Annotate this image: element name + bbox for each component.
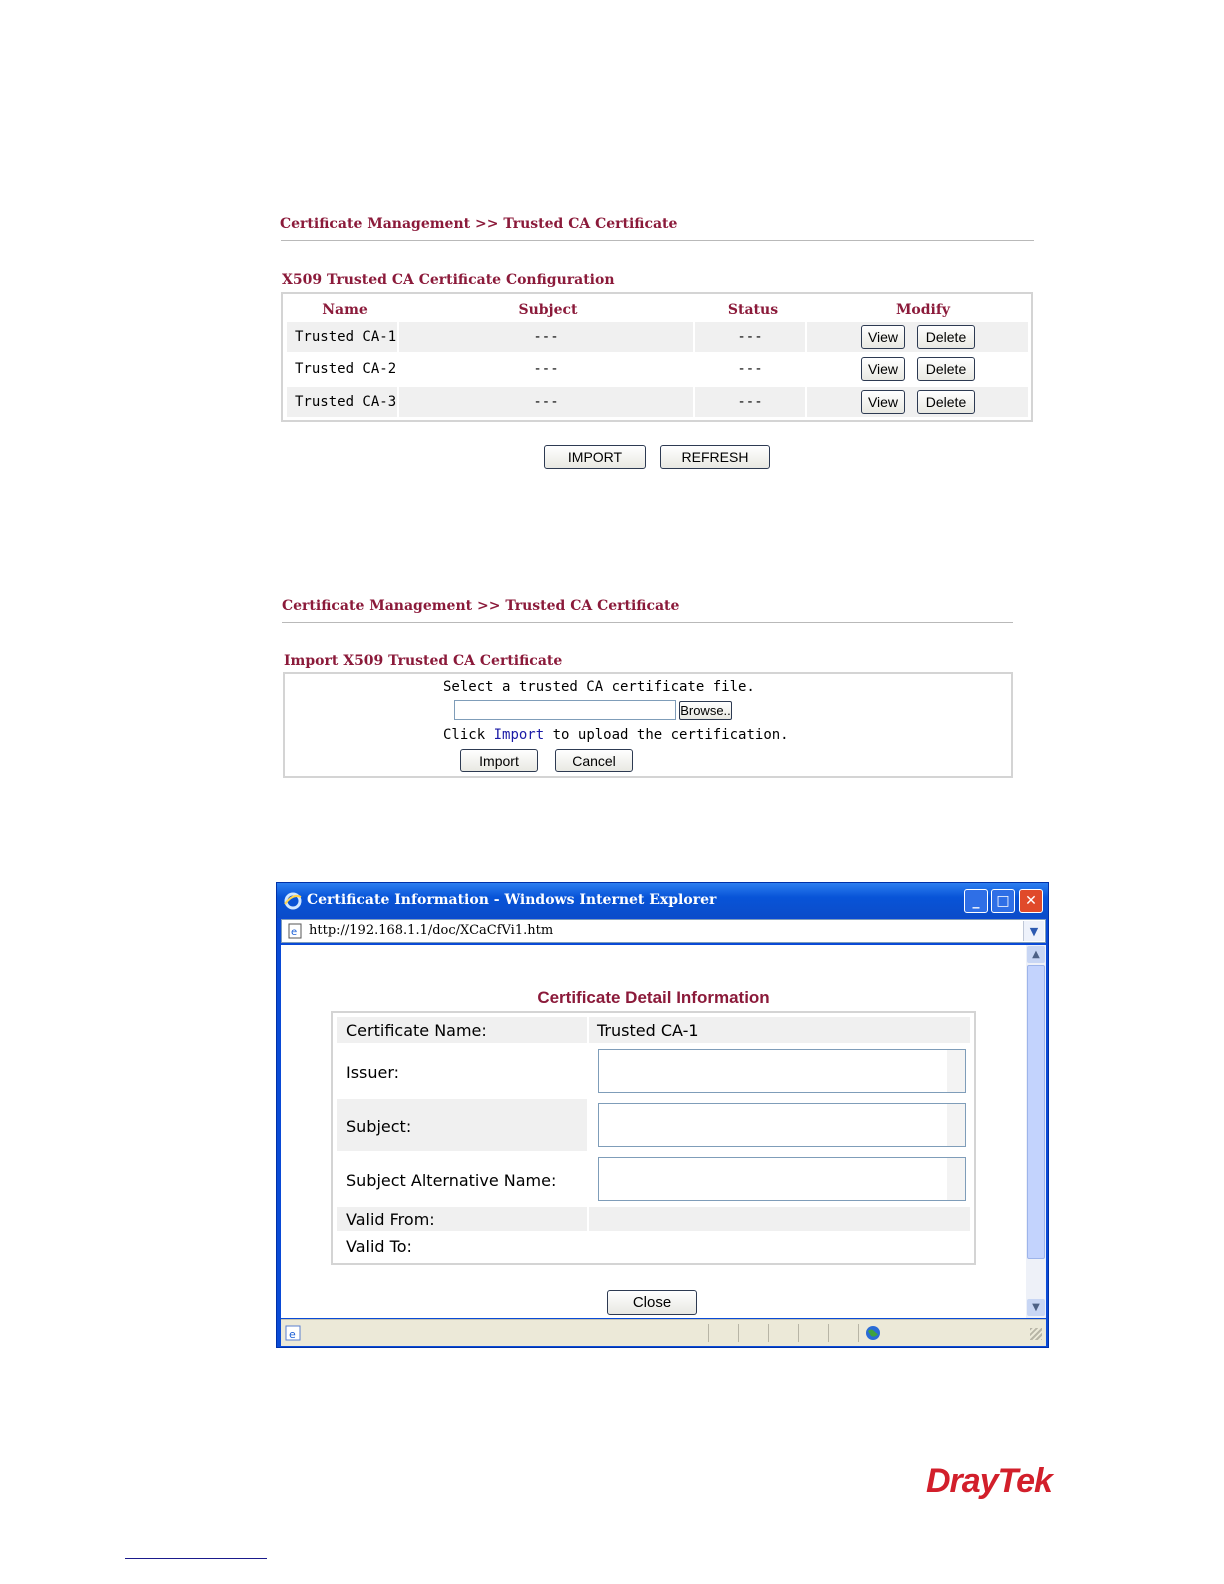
status-divider: [738, 1324, 739, 1342]
cancel-button[interactable]: Cancel: [555, 749, 633, 772]
status-divider: [828, 1324, 829, 1342]
valid-from-label: Valid From:: [346, 1210, 435, 1229]
browse-button[interactable]: Browse..: [680, 703, 731, 718]
valid-from-value-cell: [589, 1207, 970, 1231]
cert-name-label: Certificate Name:: [346, 1021, 487, 1040]
svg-text:e: e: [291, 927, 298, 938]
svg-text:e: e: [289, 1328, 296, 1341]
import-submit-button[interactable]: Import: [460, 749, 538, 772]
row-status: ---: [695, 387, 805, 417]
click-prefix: Click: [443, 727, 486, 743]
trusted-ca-table: [281, 292, 1033, 422]
vertical-scrollbar[interactable]: [1026, 945, 1046, 1318]
click-suffix: to upload the certification.: [552, 727, 789, 743]
cert-name-value: Trusted CA-1: [597, 1021, 699, 1040]
san-textarea[interactable]: [598, 1157, 966, 1201]
row-name: Trusted CA-2: [295, 361, 397, 377]
file-path-input[interactable]: [454, 700, 676, 720]
import-panel: [283, 672, 1013, 778]
column-header-subject: Subject: [518, 302, 578, 318]
row-subject: ---: [533, 361, 559, 377]
breadcrumb: Certificate Management >> Trusted CA Certificate: [282, 598, 680, 614]
close-icon[interactable]: ✕: [1019, 889, 1043, 913]
view-button[interactable]: View: [861, 390, 905, 414]
subject-textarea[interactable]: [598, 1103, 966, 1147]
row-name: Trusted CA-1: [287, 322, 397, 352]
ie-logo-icon: [283, 891, 303, 911]
row-subject: ---: [399, 387, 693, 417]
window-titlebar: [277, 883, 1048, 918]
close-button[interactable]: Close: [607, 1290, 697, 1315]
window-title: Certificate Information - Windows Internet Explorer: [307, 892, 717, 908]
footnote-rule: [125, 1558, 267, 1559]
column-header-modify: Modify: [895, 302, 951, 318]
minimize-icon[interactable]: _: [964, 889, 988, 913]
column-header-status: Status: [727, 302, 779, 318]
chevron-down-icon[interactable]: ▼: [1023, 921, 1044, 941]
url-text: http://192.168.1.1/doc/XCaCfVi1.htm: [309, 923, 554, 938]
issuer-label: Issuer:: [346, 1063, 400, 1082]
view-button[interactable]: View: [861, 325, 905, 349]
row-subject: ---: [399, 322, 693, 352]
scroll-up-icon[interactable]: ▲: [1027, 946, 1045, 963]
refresh-button[interactable]: REFRESH: [660, 445, 770, 469]
address-bar[interactable]: [281, 919, 1046, 943]
san-label: Subject Alternative Name:: [346, 1171, 557, 1190]
row-status: ---: [695, 322, 805, 352]
instruction-text: Select a trusted CA certificate file.: [443, 679, 755, 695]
detail-heading: Certificate Detail Information: [537, 988, 770, 1007]
resize-grip-icon[interactable]: [1030, 1328, 1042, 1340]
draytek-logo: DrayTek: [926, 1462, 1052, 1500]
breadcrumb: Certificate Management >> Trusted CA Certificate: [280, 216, 678, 232]
page-status-icon: [284, 1324, 302, 1342]
column-header-name: Name: [322, 302, 368, 318]
import-button[interactable]: IMPORT: [544, 445, 646, 469]
status-divider: [858, 1324, 859, 1342]
scrollbar[interactable]: [947, 1104, 965, 1146]
certificate-info-window: [276, 882, 1049, 1348]
import-link[interactable]: Import: [493, 727, 545, 743]
delete-button[interactable]: Delete: [917, 390, 975, 414]
issuer-textarea[interactable]: [598, 1049, 966, 1093]
status-divider: [798, 1324, 799, 1342]
view-button[interactable]: View: [861, 357, 905, 381]
row-status: ---: [737, 361, 763, 377]
internet-zone-globe-icon: [865, 1325, 881, 1341]
scroll-thumb[interactable]: [1027, 965, 1045, 1259]
valid-to-label: Valid To:: [346, 1237, 412, 1256]
delete-button[interactable]: Delete: [917, 357, 975, 381]
click-instruction: [443, 727, 789, 743]
divider: [282, 622, 1013, 623]
divider: [281, 240, 1034, 241]
scroll-down-icon[interactable]: ▼: [1027, 1299, 1045, 1316]
status-bar: [281, 1319, 1046, 1346]
maximize-icon[interactable]: □: [991, 889, 1015, 913]
row-name: Trusted CA-3: [287, 387, 397, 417]
scrollbar[interactable]: [947, 1050, 965, 1092]
page-icon: [287, 923, 303, 939]
status-divider: [768, 1324, 769, 1342]
status-divider: [708, 1324, 709, 1342]
scrollbar[interactable]: [947, 1158, 965, 1200]
delete-button[interactable]: Delete: [917, 325, 975, 349]
detail-table: [331, 1011, 976, 1265]
popup-content: [281, 945, 1026, 1318]
section-title: X509 Trusted CA Certificate Configuration: [282, 272, 615, 288]
subject-label: Subject:: [346, 1117, 412, 1136]
section-title: Import X509 Trusted CA Certificate: [284, 653, 563, 669]
